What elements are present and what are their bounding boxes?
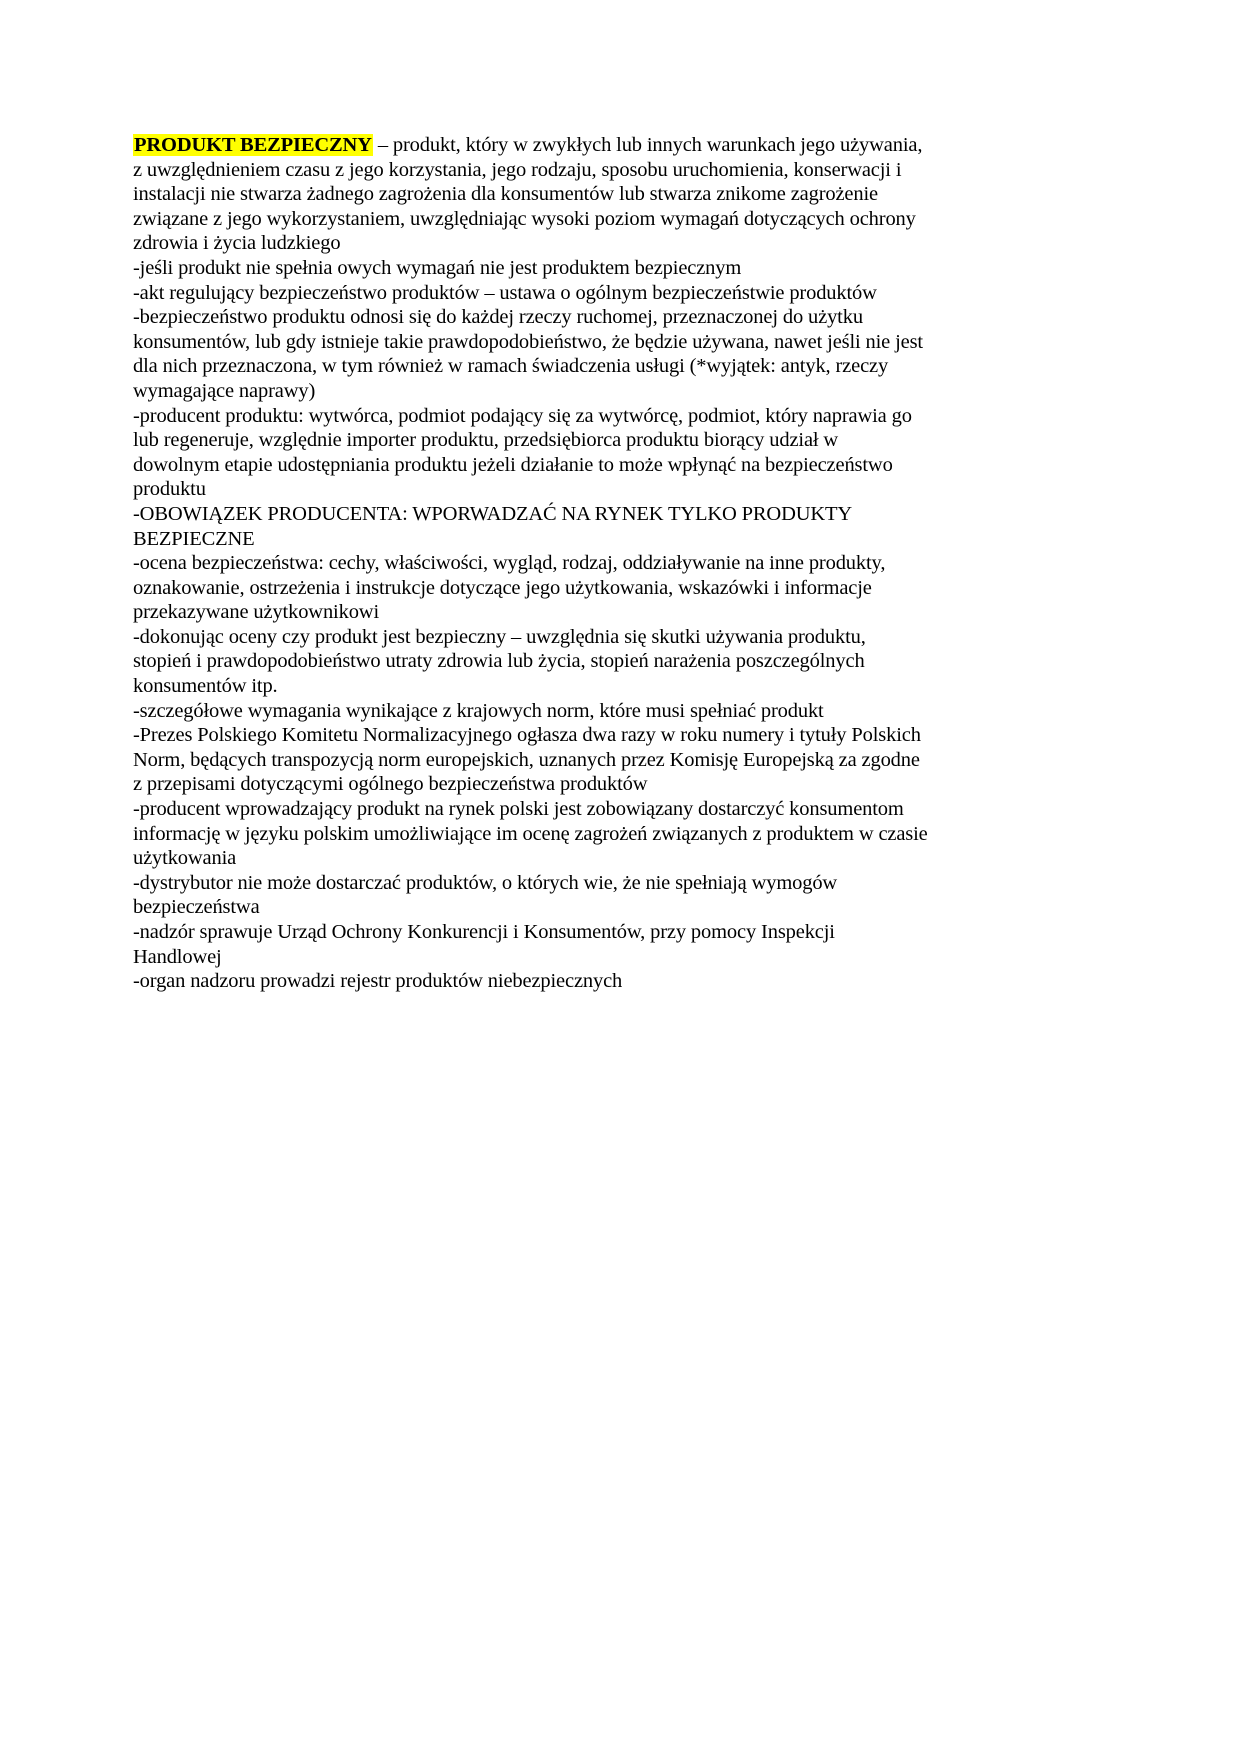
text-line: dowolnym etapie udostępniania produktu jeżeli działanie to może wpłynąć na bezpieczeństwo xyxy=(133,453,893,476)
text-line: -bezpieczeństwo produktu odnosi się do każdej rzeczy ruchomej, przeznaczonej do użytku xyxy=(133,306,863,329)
text-line: -szczegółowe wymagania wynikające z krajowych norm, które musi spełniać produkt xyxy=(133,699,824,722)
text-line: konsumentów, lub gdy istnieje takie prawdopodobieństwo, że będzie używana, nawet jeśli nie jest xyxy=(133,330,923,353)
text-line: BEZPIECZNE xyxy=(133,527,255,550)
text-line: użytkowania xyxy=(133,847,237,870)
text-line: -OBOWIĄZEK PRODUCENTA: WPORWADZAĆ NA RYNEK TYLKO PRODUKTY xyxy=(133,502,853,525)
text-line: instalacji nie stwarza żadnego zagrożenia dla konsumentów lub stwarza znikome zagrożenie xyxy=(133,183,878,206)
text-line: z uwzględnieniem czasu z jego korzystania, jego rodzaju, sposobu uruchomienia, konserwacji i xyxy=(133,158,902,181)
text-line: -dokonując oceny czy produkt jest bezpieczny – uwzględnia się skutki używania produktu, xyxy=(133,625,866,648)
text-line: Norm, będących transpozycją norm europejskich, uznanych przez Komisję Europejską za zgodne xyxy=(133,748,920,771)
text-line: z przepisami dotyczącymi ogólnego bezpieczeństwa produktów xyxy=(133,773,648,796)
text-line: -producent wprowadzający produkt na rynek polski jest zobowiązany dostarczyć konsumentom xyxy=(133,798,904,821)
text-line: -organ nadzoru prowadzi rejestr produktów niebezpiecznych xyxy=(133,970,623,993)
text-line: -producent produktu: wytwórca, podmiot podający się za wytwórcę, podmiot, który naprawia go xyxy=(133,404,912,427)
text-line: -nadzór sprawuje Urząd Ochrony Konkurencji i Konsumentów, przy pomocy Inspekcji xyxy=(133,921,835,943)
text-line: wymagające naprawy) xyxy=(133,379,316,402)
text-line: -Prezes Polskiego Komitetu Normalizacyjnego ogłasza dwa razy w roku numery i tytuły Polskich xyxy=(133,724,921,747)
text-line: zdrowia i życia ludzkiego xyxy=(133,232,341,255)
text-line: bezpieczeństwa xyxy=(133,896,260,919)
text-line: Handlowej xyxy=(133,945,222,968)
text-line: lub regeneruje, względnie importer produktu, przedsiębiorca produktu biorący udział w xyxy=(133,429,839,452)
text-line: -dystrybutor nie może dostarczać produktów, o których wie, że nie spełniają wymogów xyxy=(133,871,838,894)
text-line: – produkt, który w zwykłych lub innych warunkach jego używania, xyxy=(372,134,923,156)
text-line: konsumentów itp. xyxy=(133,675,278,698)
text-line: przekazywane użytkownikowi xyxy=(133,601,379,624)
text-line: -ocena bezpieczeństwa: cechy, właściwości, wygląd, rodzaj, oddziaływanie na inne produkty, xyxy=(133,552,886,575)
highlighted-heading: PRODUKT BEZPIECZNY xyxy=(134,134,372,156)
text-line: -akt regulujący bezpieczeństwo produktów – ustawa o ogólnym bezpieczeństwie produktów xyxy=(133,281,877,304)
text-line: informację w języku polskim umożliwiające im ocenę zagrożeń związanych z produktem w czasie xyxy=(133,822,928,845)
text-line: produktu xyxy=(133,478,206,501)
text-line: związane z jego wykorzystaniem, uwzględniając wysoki poziom wymagań dotyczących ochrony xyxy=(133,207,916,230)
document-body xyxy=(133,133,1093,994)
text-line: -jeśli produkt nie spełnia owych wymagań nie jest produktem bezpiecznym xyxy=(133,256,742,279)
definition-line xyxy=(133,133,1093,158)
text-line: stopień i prawdopodobieństwo utraty zdrowia lub życia, stopień narażenia poszczególnych xyxy=(133,650,865,673)
text-line: oznakowanie, ostrzeżenia i instrukcje dotyczące jego użytkowania, wskazówki i informacje xyxy=(133,576,872,599)
text-line: dla nich przeznaczona, w tym również w ramach świadczenia usługi (*wyjątek: antyk, rzeczy xyxy=(133,355,889,378)
